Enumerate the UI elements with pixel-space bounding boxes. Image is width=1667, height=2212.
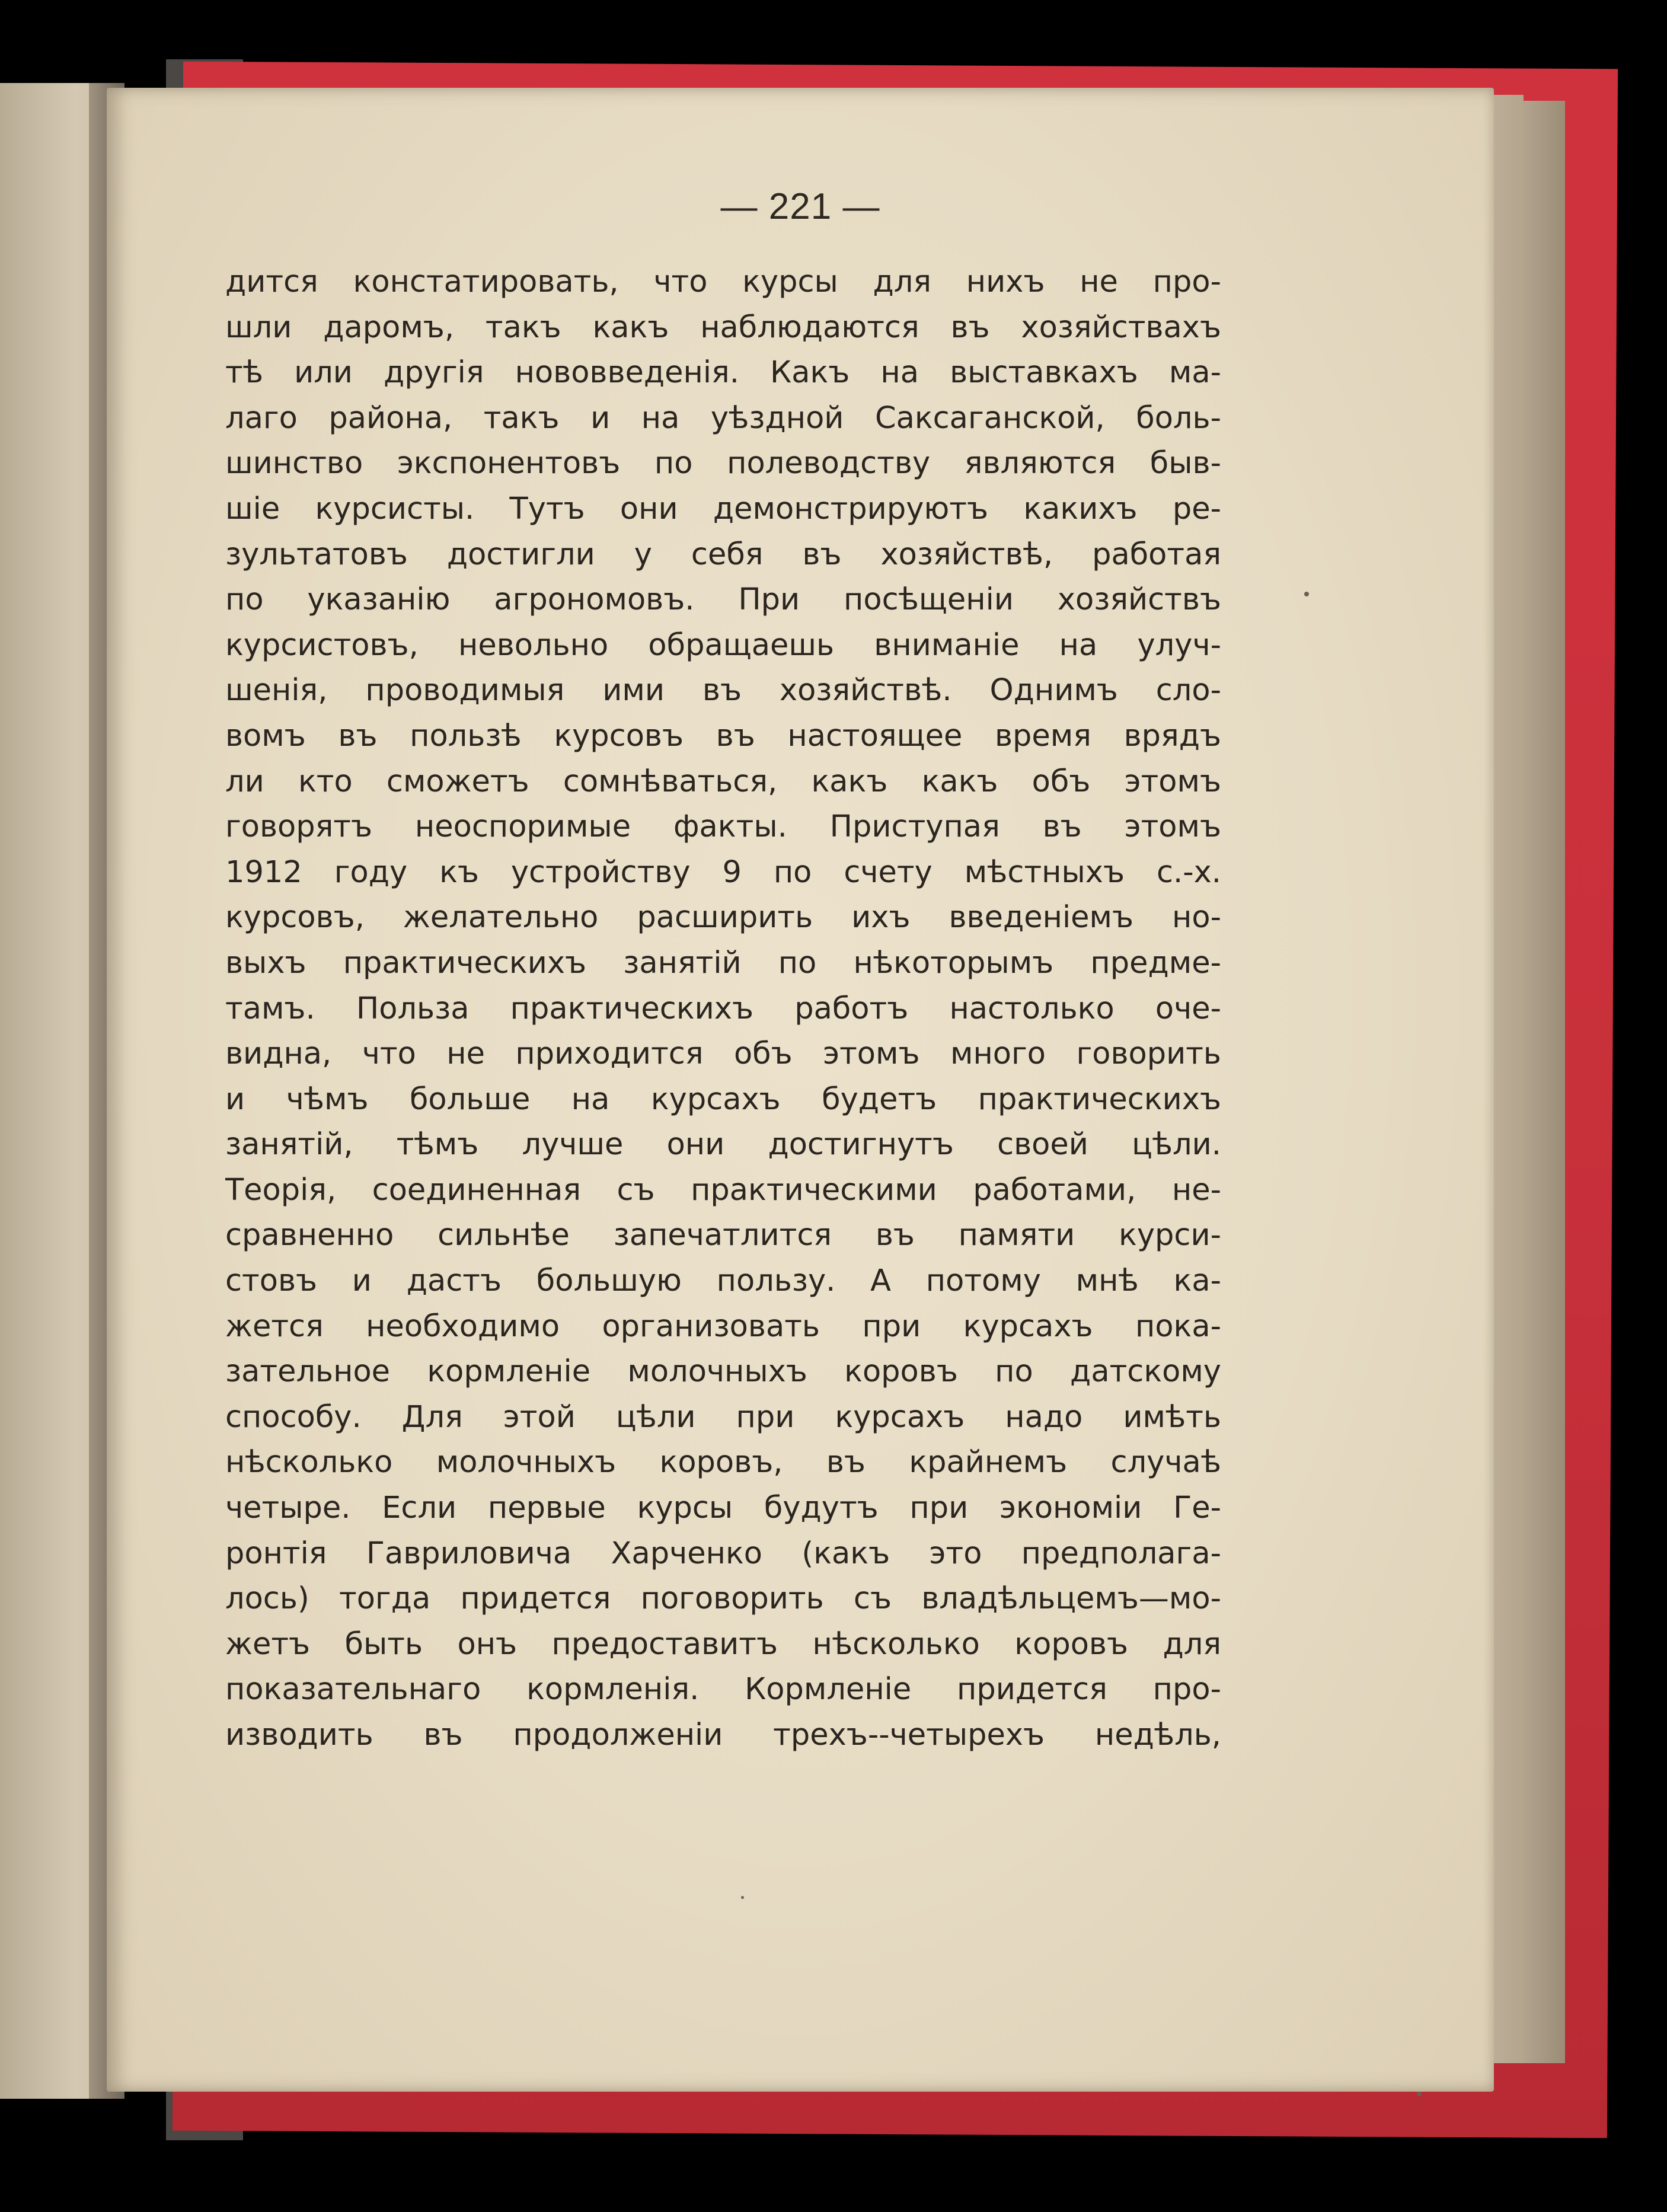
text-line: лаго района, такъ и на уѣздной Саксаганской, боль- [225,400,1221,436]
text-line: дится констатировать, что курсы для нихъ не про- [225,264,1221,299]
text-line: тамъ. Польза практическихъ работъ настолько оче- [225,991,1221,1026]
text-line: сравненно сильнѣе запечатлится въ памяти курси- [225,1218,1221,1253]
text-line: жетъ быть онъ предоставитъ нѣсколько коровъ для [225,1626,1221,1662]
text-line: шіе курсисты. Тутъ они демонстрируютъ какихъ ре- [225,491,1221,526]
paper-speck [1304,592,1309,596]
text-line: Теорія, соединенная съ практическими работами, не- [225,1172,1221,1208]
text-line: занятій, тѣмъ лучше они достигнутъ своей цѣли. [225,1127,1221,1163]
book-page [107,88,1494,2092]
text-line: ронтія Гавриловича Харченко (какъ это предполага- [225,1536,1221,1571]
text-line: говорятъ неоспоримые факты. Приступая въ этомъ [225,809,1221,845]
text-line: зультатовъ достигли у себя въ хозяйствѣ, работая [225,537,1221,572]
text-line: вомъ въ пользѣ курсовъ въ настоящее время врядъ [225,718,1221,754]
text-line: курсистовъ, невольно обращаешь вниманіе на улуч- [225,627,1221,663]
paper-speck [741,1896,744,1899]
text-line: показательнаго кормленія. Кормленіе придется про- [225,1672,1221,1707]
text-line: шли даромъ, такъ какъ наблюдаются въ хозяйствахъ [225,309,1221,345]
text-line: жется необходимо организовать при курсахъ пока- [225,1308,1221,1344]
text-line: ли кто сможетъ сомнѣваться, какъ какъ объ этомъ [225,764,1221,799]
page-body-text [225,260,1221,1758]
text-line: тѣ или другія нововведенія. Какъ на выставкахъ ма- [225,355,1221,391]
text-line: шинство экспонентовъ по полеводству являются быв- [225,446,1221,481]
text-line: стовъ и дастъ большую пользу. А потому мнѣ ка- [225,1263,1221,1299]
text-line: способу. Для этой цѣли при курсахъ надо имѣть [225,1399,1221,1435]
text-line: шенія, проводимыя ими въ хозяйствѣ. Однимъ сло- [225,673,1221,708]
text-line: лось) тогда придется поговорить съ владѣльцемъ—мо- [225,1581,1221,1617]
text-line: четыре. Если первые курсы будутъ при экономіи Ге- [225,1490,1221,1526]
paper-speck [1417,2092,1422,2096]
text-line: изводить въ продолженіи трехъ--четырехъ недѣль, [225,1718,1221,1753]
page-number: — 221 — [720,186,880,227]
text-line: по указанію агрономовъ. При посѣщеніи хозяйствъ [225,582,1221,618]
text-line: нѣсколько молочныхъ коровъ, въ крайнемъ случаѣ [225,1445,1221,1480]
text-line: курсовъ, желательно расширить ихъ введеніемъ но- [225,900,1221,936]
text-line: выхъ практическихъ занятій по нѣкоторымъ предме- [225,945,1221,981]
text-line: зательное кормленіе молочныхъ коровъ по датскому [225,1354,1221,1390]
text-line: видна, что не приходится объ этомъ много говорить [225,1036,1221,1072]
text-line: и чѣмъ больше на курсахъ будетъ практическихъ [225,1081,1221,1117]
text-line: 1912 году къ устройству 9 по счету мѣстныхъ с.-х. [225,854,1221,890]
